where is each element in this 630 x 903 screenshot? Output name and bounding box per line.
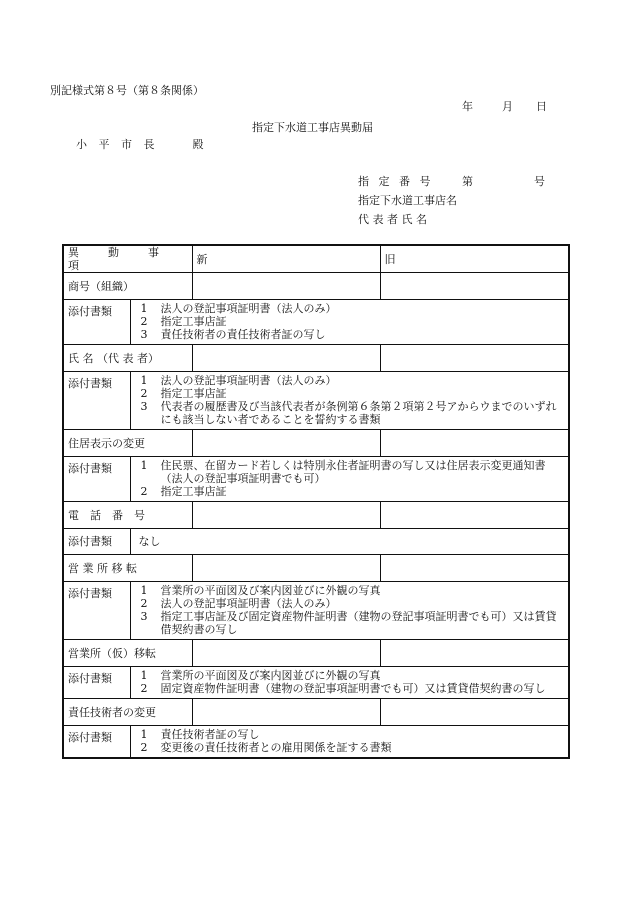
section-label: 電 話 番 号	[63, 502, 192, 529]
section-label: 商号（組織）	[63, 273, 192, 300]
new-value-cell[interactable]	[192, 345, 380, 372]
attachment-number: 3	[140, 400, 148, 413]
attachment-number: 1	[140, 584, 148, 597]
attachments-list	[130, 372, 569, 430]
new-value-cell[interactable]	[192, 273, 380, 300]
attachment-text: 指定工事店証	[160, 485, 227, 498]
attachment-item	[135, 387, 565, 400]
attachment-item	[135, 328, 565, 341]
section-label: 責任技術者の変更	[63, 699, 192, 726]
section-label: 住居表示の変更	[63, 430, 192, 457]
representative-name-label: 代 表 者 氏 名	[358, 213, 427, 226]
attachments-label: 添付書類	[63, 300, 130, 345]
attachment-number: 2	[140, 387, 148, 400]
attachment-item	[135, 610, 565, 636]
section-label: 氏 名 （代 表 者）	[63, 345, 192, 372]
attachment-item	[135, 669, 565, 682]
attachment-item	[135, 597, 565, 610]
attachment-item	[135, 485, 565, 498]
attachment-text: 指定工事店証	[160, 315, 227, 328]
attachment-text: 指定工事店証及び固定資産物件証明書（建物の登記事項証明書でも可）又は賃貸借契約書の写し	[160, 610, 557, 636]
attachments-list	[130, 529, 569, 555]
attachment-text: 営業所の平面図及び案内図並びに外観の写真	[160, 669, 381, 682]
section-label: 営業所（仮）移転	[63, 640, 192, 667]
attachment-text: 住民票、在留カード若しくは特別永住者証明書の写し又は住居表示変更通知書（法人の登記事項証明書でも可）	[160, 459, 546, 485]
new-value-cell[interactable]	[192, 430, 380, 457]
attachments-list	[130, 726, 569, 759]
section-row	[63, 345, 569, 372]
attachments-list	[130, 300, 569, 345]
section-label: 営 業 所 移 転	[63, 555, 192, 582]
attachment-item	[135, 728, 565, 741]
old-value-cell[interactable]	[380, 555, 569, 582]
attachment-text: 責任技術者の責任技術者証の写し	[160, 328, 326, 341]
header-old: 旧	[380, 245, 569, 273]
section-row	[63, 640, 569, 667]
old-value-cell[interactable]	[380, 430, 569, 457]
table-header-row	[63, 245, 569, 273]
section-row	[63, 502, 569, 529]
attachment-text: 変更後の責任技術者との雇用関係を証する書類	[160, 741, 392, 754]
date-day-label: 日	[536, 100, 547, 113]
attachment-item	[135, 302, 565, 315]
attachments-row	[63, 529, 569, 555]
attachment-item	[135, 374, 565, 387]
date-month-label: 月	[502, 100, 513, 113]
attachment-item	[135, 315, 565, 328]
attachment-text: 法人の登記事項証明書（法人のみ）	[160, 302, 337, 315]
document-title: 指定下水道工事店異動届	[252, 121, 373, 134]
section-row	[63, 555, 569, 582]
attachment-number: 2	[140, 485, 148, 498]
attachments-label: 添付書類	[63, 667, 130, 699]
new-value-cell[interactable]	[192, 555, 380, 582]
attachments-row	[63, 372, 569, 430]
attachment-number: 2	[140, 682, 148, 695]
section-row	[63, 430, 569, 457]
designation-number-row	[358, 175, 545, 194]
attachment-number: 2	[140, 597, 148, 610]
new-value-cell[interactable]	[192, 502, 380, 529]
attachment-item	[135, 459, 565, 485]
attachment-text: 責任技術者証の写し	[160, 728, 260, 741]
old-value-cell[interactable]	[380, 699, 569, 726]
attachment-number: 1	[140, 728, 148, 741]
header-new: 新	[192, 245, 380, 273]
attachments-row	[63, 300, 569, 345]
recipient	[76, 138, 204, 152]
attachment-text: 法人の登記事項証明書（法人のみ）	[160, 374, 337, 387]
new-value-cell[interactable]	[192, 640, 380, 667]
header-change-item: 異 動 事 項	[63, 245, 192, 273]
date-year-label: 年	[462, 100, 473, 113]
designation-number-suffix: 号	[534, 175, 545, 188]
new-value-cell[interactable]	[192, 699, 380, 726]
designation-number-prefix: 第	[462, 175, 473, 188]
attachment-number: 1	[140, 302, 148, 315]
attachment-number: 2	[140, 741, 148, 754]
attachments-row	[63, 667, 569, 699]
section-row	[63, 699, 569, 726]
attachments-row	[63, 457, 569, 502]
old-value-cell[interactable]	[380, 345, 569, 372]
attachments-list	[130, 582, 569, 640]
attachment-number: 1	[140, 374, 148, 387]
attachment-number: 2	[140, 315, 148, 328]
applicant-block	[358, 175, 545, 232]
attachments-row	[63, 726, 569, 759]
attachment-none: なし	[138, 535, 161, 548]
recipient-honorific: 殿	[192, 138, 204, 151]
attachments-list	[130, 457, 569, 502]
shop-name-label: 指定下水道工事店名	[358, 194, 457, 207]
attachment-text: 代表者の履歴書及び当該代表者が条例第６条第２項第２号アからウまでのいずれにも該当しない者であることを誓約する書類	[160, 400, 557, 426]
old-value-cell[interactable]	[380, 640, 569, 667]
form-number: 別記様式第８号（第８条関係）	[50, 84, 204, 97]
change-items-table	[62, 244, 570, 759]
attachment-item	[135, 682, 565, 695]
recipient-name: 小 平 市 長	[76, 138, 159, 151]
designation-number-label: 指 定 番 号	[358, 175, 434, 188]
attachments-row	[63, 582, 569, 640]
attachment-number: 3	[140, 610, 148, 623]
old-value-cell[interactable]	[380, 502, 569, 529]
attachment-text: 法人の登記事項証明書（法人のみ）	[160, 597, 337, 610]
attachments-label: 添付書類	[63, 457, 130, 502]
attachments-list	[130, 667, 569, 699]
attachment-number: 1	[140, 669, 148, 682]
date-line	[462, 100, 547, 114]
attachment-item	[135, 584, 565, 597]
attachment-text: 指定工事店証	[160, 387, 227, 400]
attachments-label: 添付書類	[63, 529, 130, 555]
attachment-text: 営業所の平面図及び案内図並びに外観の写真	[160, 584, 381, 597]
attachment-item	[135, 741, 565, 754]
section-row	[63, 273, 569, 300]
attachments-label: 添付書類	[63, 726, 130, 759]
old-value-cell[interactable]	[380, 273, 569, 300]
attachment-number: 3	[140, 328, 148, 341]
attachment-number: 1	[140, 459, 148, 472]
attachment-item	[135, 400, 565, 426]
attachment-text: 固定資産物件証明書（建物の登記事項証明書でも可）又は賃貸借契約書の写し	[160, 682, 546, 695]
attachments-label: 添付書類	[63, 372, 130, 430]
attachments-label: 添付書類	[63, 582, 130, 640]
